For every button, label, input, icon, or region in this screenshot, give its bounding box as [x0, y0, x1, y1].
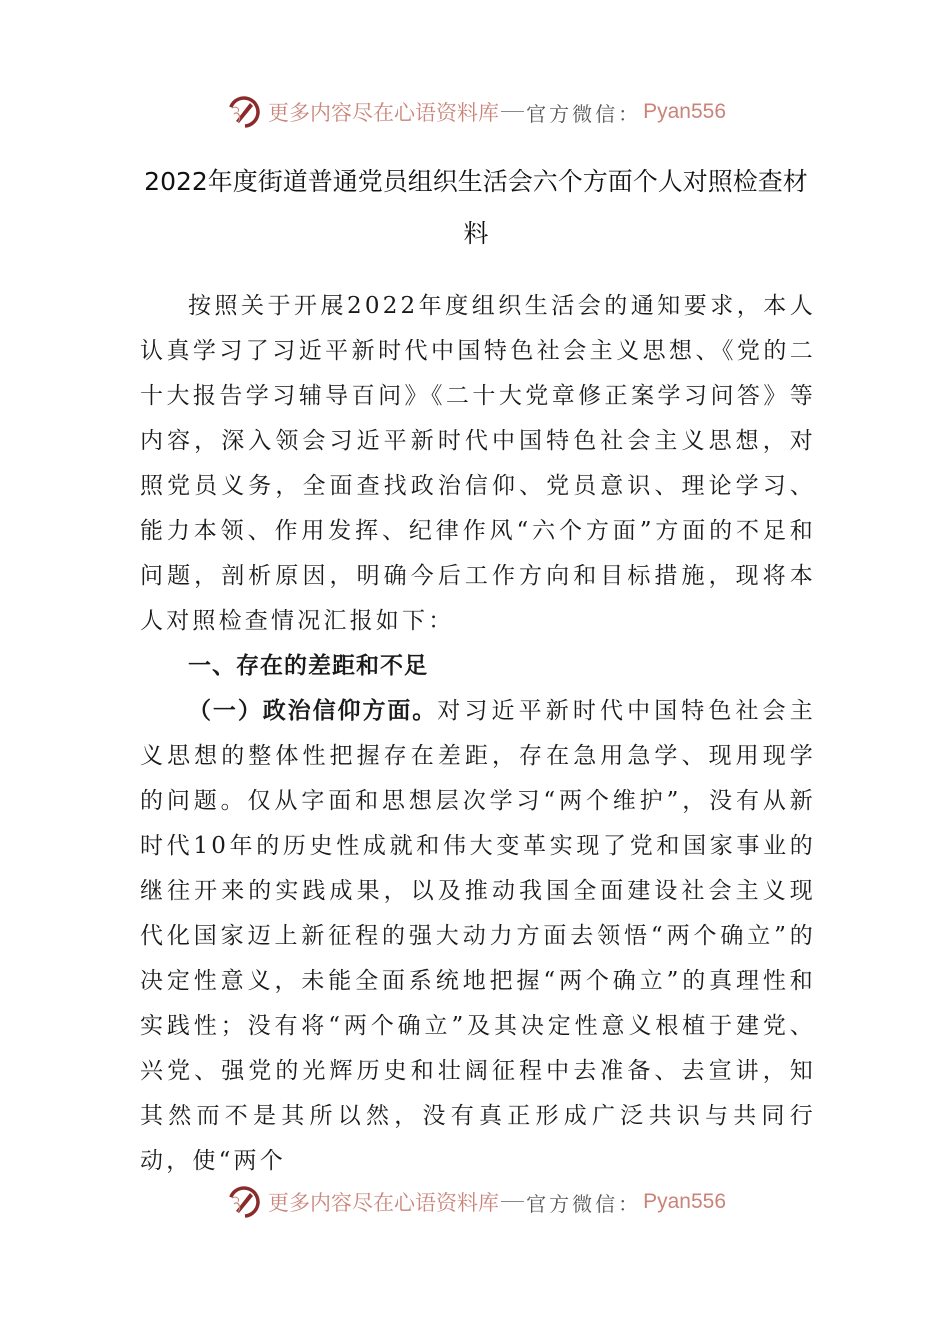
promo-text: 更多内容尽在心语资料库 — [268, 1191, 499, 1215]
promo-text: 更多内容尽在心语资料库 — [268, 101, 499, 125]
separator-dash — [501, 1201, 524, 1202]
section-heading: 一、存在的差距和不足 — [188, 653, 428, 679]
document-title: 2022年度街道普通党员组织生活会六个方面个人对照检查材料 — [144, 167, 808, 248]
wechat-handle: Pyan556 — [643, 1190, 726, 1213]
header-watermark-banner — [226, 92, 726, 132]
intro-paragraph: 按照关于开展2022年度组织生活会的通知要求，本人认真学习了习近平新时代中国特色社会主义思想、《党的二十大报告学习辅导百问》《二十大党章修正案学习问答》等内容，深入领会习近平新时代中国特色社会主义思想，对照党员义务，全面查找政治信仰、党员意识、理论学习、能力本领、作用发挥、纪律作风“六个方面”方面的不足和问题，剖析原因，明确今后工作方向和目标措施，现将本人对照检查情况汇报如下： — [140, 293, 816, 634]
subsection-text: 对习近平新时代中国特色社会主义思想的整体性把握存在差距，存在急用急学、现用现学的问题。仅从字面和思想层次学习“两个维护”，没有从新时代10年的历史性成就和伟大变革实现了党和国家事业的继往开来的实践成果，以及推动我国全面建设社会主义现代化国家迈上新征程的强大动力方面去领悟“两个确立”的决定性意义，未能全面系统地把握“两个确立”的真理性和实践性；没有将“两个确立”及其决定性意义根植于建党、兴党、强党的光辉历史和壮阔征程中去准备、去宣讲，知其然而不是其所以然，没有真正形成广泛共识与共同行动，使“两个 — [140, 698, 816, 1174]
official-wechat-label: 官方微信： — [526, 1191, 642, 1216]
document-body — [140, 284, 816, 1184]
separator-dash — [501, 111, 524, 112]
official-wechat-label: 官方微信： — [526, 101, 642, 126]
quill-pen-logo-icon — [226, 94, 262, 130]
quill-pen-logo-icon — [226, 1184, 262, 1220]
footer-watermark-banner — [226, 1182, 726, 1222]
subsection-heading: （一）政治信仰方面。 — [188, 698, 438, 724]
wechat-handle: Pyan556 — [643, 100, 726, 123]
subsection-paragraph — [140, 689, 816, 1184]
